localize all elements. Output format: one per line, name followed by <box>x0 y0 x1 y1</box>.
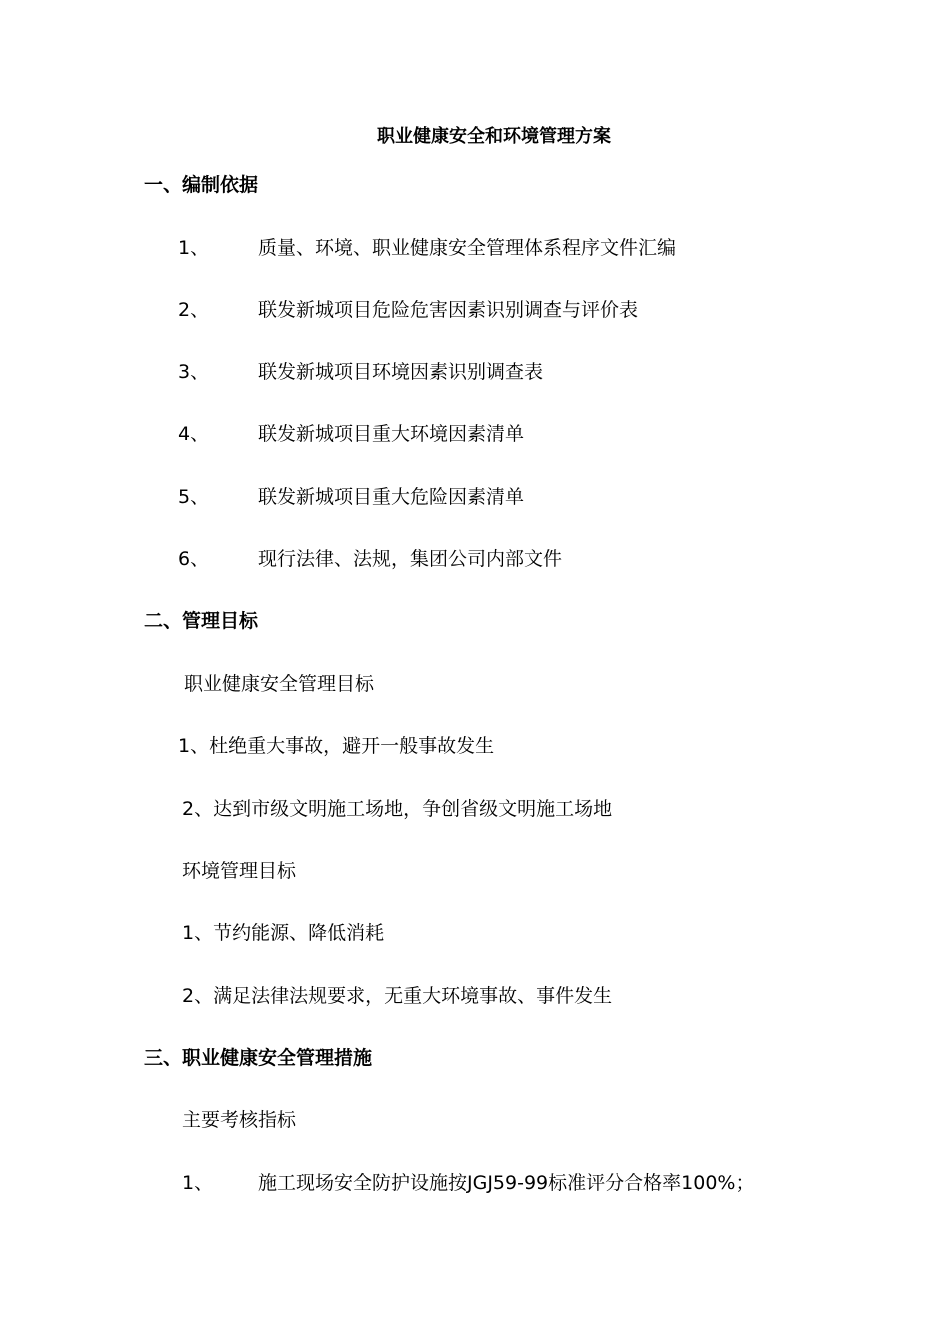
basis-item-text: 联发新城项目重大环境因素清单 <box>258 423 525 445</box>
indicators-label: 主要考核指标 <box>182 1109 297 1131</box>
basis-item-number: 1、 <box>178 237 210 259</box>
basis-item-number: 3、 <box>178 361 210 383</box>
indicator-item-number: 1、 <box>182 1172 214 1194</box>
basis-item-number: 2、 <box>178 299 210 321</box>
basis-item-text: 质量、环境、职业健康安全管理体系程序文件汇编 <box>258 237 677 259</box>
section-heading-basis: 一、编制依据 <box>144 174 259 196</box>
ohs-goals-label: 职业健康安全管理目标 <box>184 673 375 695</box>
env-goal-item: 2、满足法律法规要求，无重大环境事故、事件发生 <box>182 985 613 1007</box>
indicator-item-text: 施工现场安全防护设施按JGJ59-99标准评分合格率100%； <box>258 1172 755 1194</box>
section-heading-goals: 二、管理目标 <box>144 610 259 632</box>
basis-item-number: 6、 <box>178 548 210 570</box>
ohs-goal-item: 1、杜绝重大事故，避开一般事故发生 <box>178 735 495 757</box>
ohs-goal-item: 2、达到市级文明施工场地，争创省级文明施工场地 <box>182 798 613 820</box>
env-goal-item: 1、节约能源、降低消耗 <box>182 922 385 944</box>
document-title: 职业健康安全和环境管理方案 <box>377 126 611 147</box>
basis-item-number: 5、 <box>178 486 210 508</box>
basis-item-text: 联发新城项目环境因素识别调查表 <box>258 361 544 383</box>
basis-item-text: 联发新城项目危险危害因素识别调查与评价表 <box>258 299 639 321</box>
basis-item-text: 现行法律、法规，集团公司内部文件 <box>258 548 563 570</box>
basis-item-number: 4、 <box>178 423 210 445</box>
basis-item-text: 联发新城项目重大危险因素清单 <box>258 486 525 508</box>
env-goals-label: 环境管理目标 <box>182 860 297 882</box>
section-heading-measures: 三、职业健康安全管理措施 <box>144 1047 373 1069</box>
